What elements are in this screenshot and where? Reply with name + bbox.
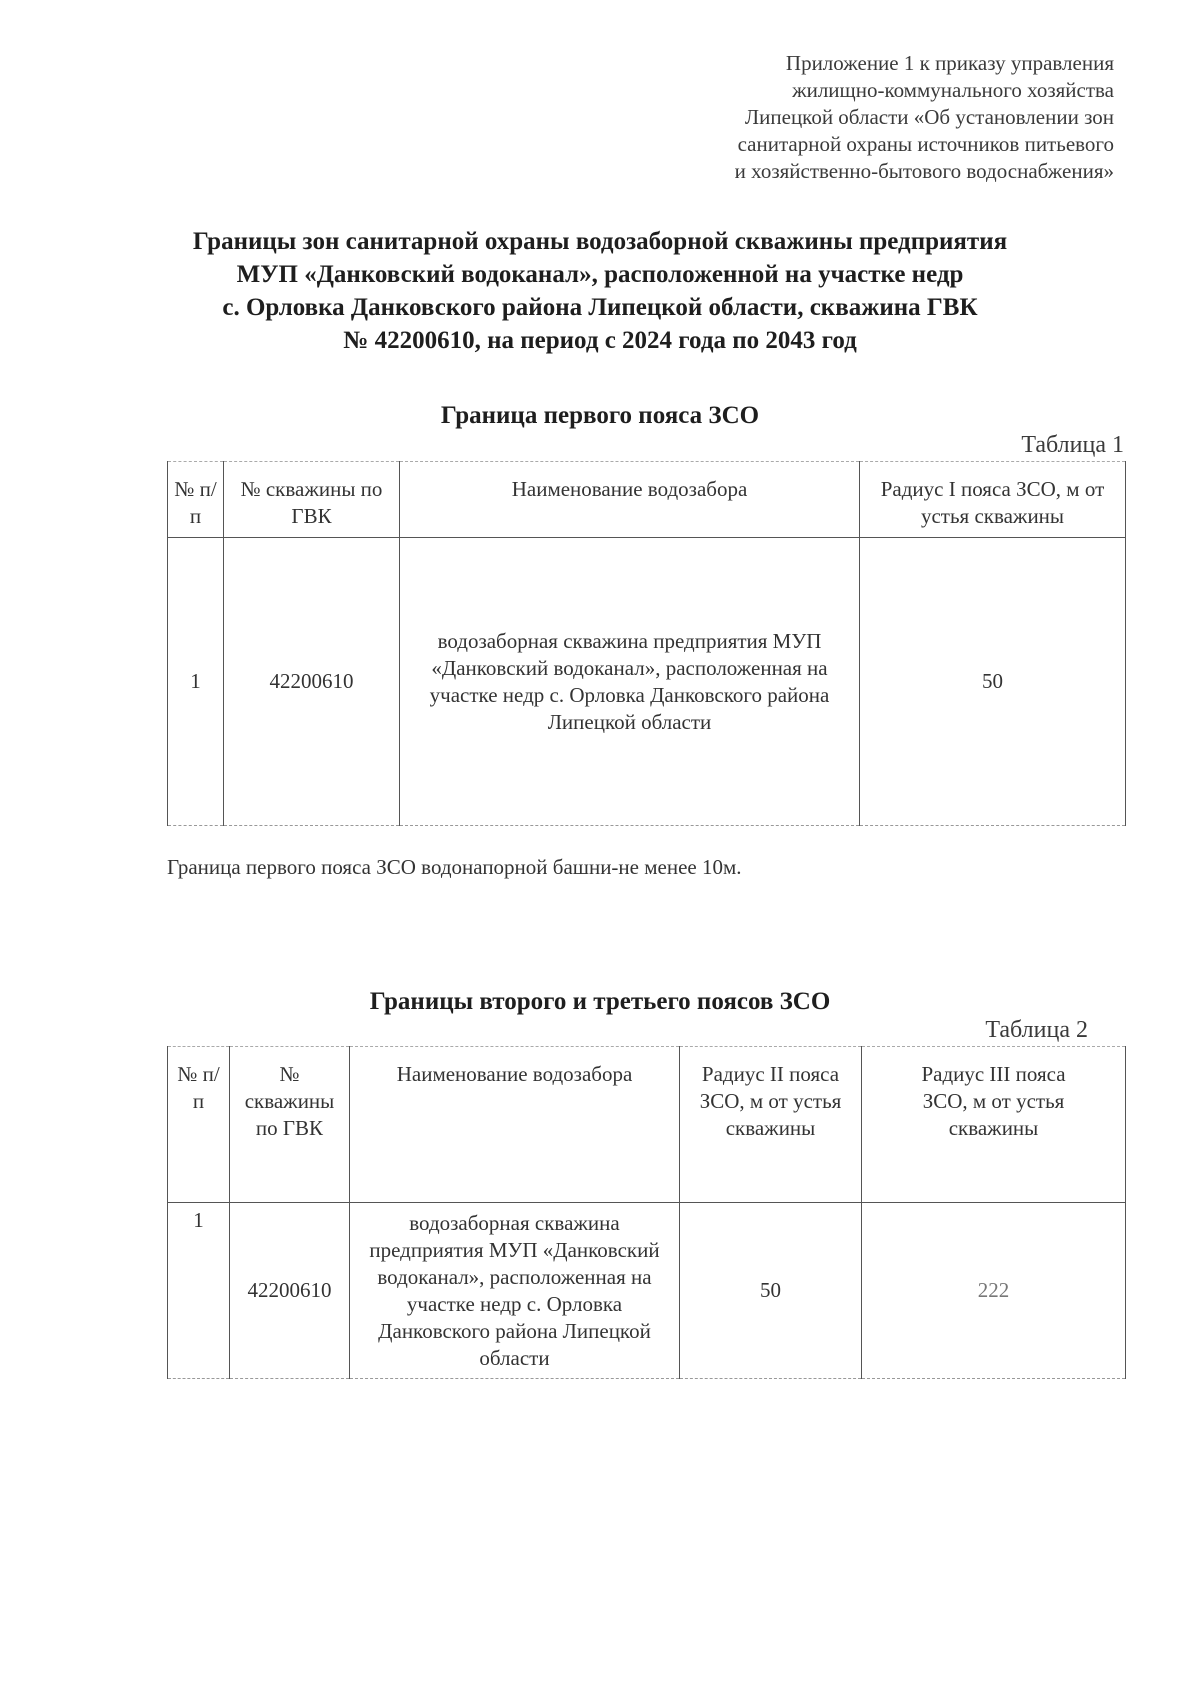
cell-num: 1 bbox=[168, 1203, 230, 1379]
header-well: № скважины по ГВК bbox=[224, 462, 400, 538]
annex-line: санитарной охраны источников питьевого bbox=[737, 132, 1114, 156]
table-second-third-zone bbox=[167, 1046, 1126, 1379]
header-well: № скважины по ГВК bbox=[230, 1047, 350, 1203]
section1-heading: Граница первого пояса ЗСО bbox=[440, 402, 760, 429]
table-first-zone bbox=[167, 461, 1126, 826]
table-header-row bbox=[168, 462, 1126, 538]
table2-label: Таблица 2 bbox=[985, 1017, 1088, 1043]
header-name: Наименование водозабора bbox=[400, 462, 860, 538]
first-zone-note: Граница первого пояса ЗСО водонапорной башни-не менее 10м. bbox=[167, 855, 742, 879]
table-row bbox=[168, 1203, 1126, 1379]
header-radius-3: Радиус III пояса ЗСО, м от устья скважины bbox=[862, 1047, 1126, 1203]
cell-name: водозаборная скважина предприятия МУП «Данковский водоканал», расположенная на участке недр с. Орловка Данковского района Липецкой области bbox=[350, 1203, 680, 1379]
table-row bbox=[168, 538, 1126, 826]
cell-radius-3: 222 bbox=[862, 1203, 1126, 1379]
header-name: Наименование водозабора bbox=[350, 1047, 680, 1203]
cell-num: 1 bbox=[168, 538, 224, 826]
title-line: с. Орловка Данковского района Липецкой области, скважина ГВК bbox=[222, 294, 978, 321]
title-line: № 42200610, на период с 2024 года по 2043 год bbox=[343, 327, 857, 354]
section2-heading: Границы второго и третьего поясов ЗСО bbox=[369, 988, 831, 1015]
table1-label: Таблица 1 bbox=[1021, 432, 1124, 458]
header-radius-2: Радиус II пояса ЗСО, м от устья скважины bbox=[680, 1047, 862, 1203]
header-radius-1: Радиус I пояса ЗСО, м от устья скважины bbox=[860, 462, 1126, 538]
cell-radius-1: 50 bbox=[860, 538, 1126, 826]
cell-well: 42200610 bbox=[230, 1203, 350, 1379]
annex-line: Приложение 1 к приказу управления bbox=[785, 51, 1114, 75]
cell-name: водозаборная скважина предприятия МУП «Данковский водоканал», расположенная на участке недр с. Орловка Данковского района Липецкой области bbox=[400, 538, 860, 826]
cell-radius-2: 50 bbox=[680, 1203, 862, 1379]
annex-line: Липецкой области «Об установлении зон bbox=[744, 105, 1114, 129]
annex-line: жилищно-коммунального хозяйства bbox=[792, 78, 1114, 102]
cell-well: 42200610 bbox=[224, 538, 400, 826]
annex-header bbox=[594, 50, 1114, 185]
document-title bbox=[130, 225, 1070, 357]
title-line: Границы зон санитарной охраны водозаборной скважины предприятия bbox=[192, 228, 1008, 255]
header-num: № п/п bbox=[168, 1047, 230, 1203]
title-line: МУП «Данковский водоканал», расположенной на участке недр bbox=[236, 261, 964, 288]
table-header-row bbox=[168, 1047, 1126, 1203]
header-num: № п/п bbox=[168, 462, 224, 538]
annex-line: и хозяйственно-бытового водоснабжения» bbox=[734, 159, 1114, 183]
